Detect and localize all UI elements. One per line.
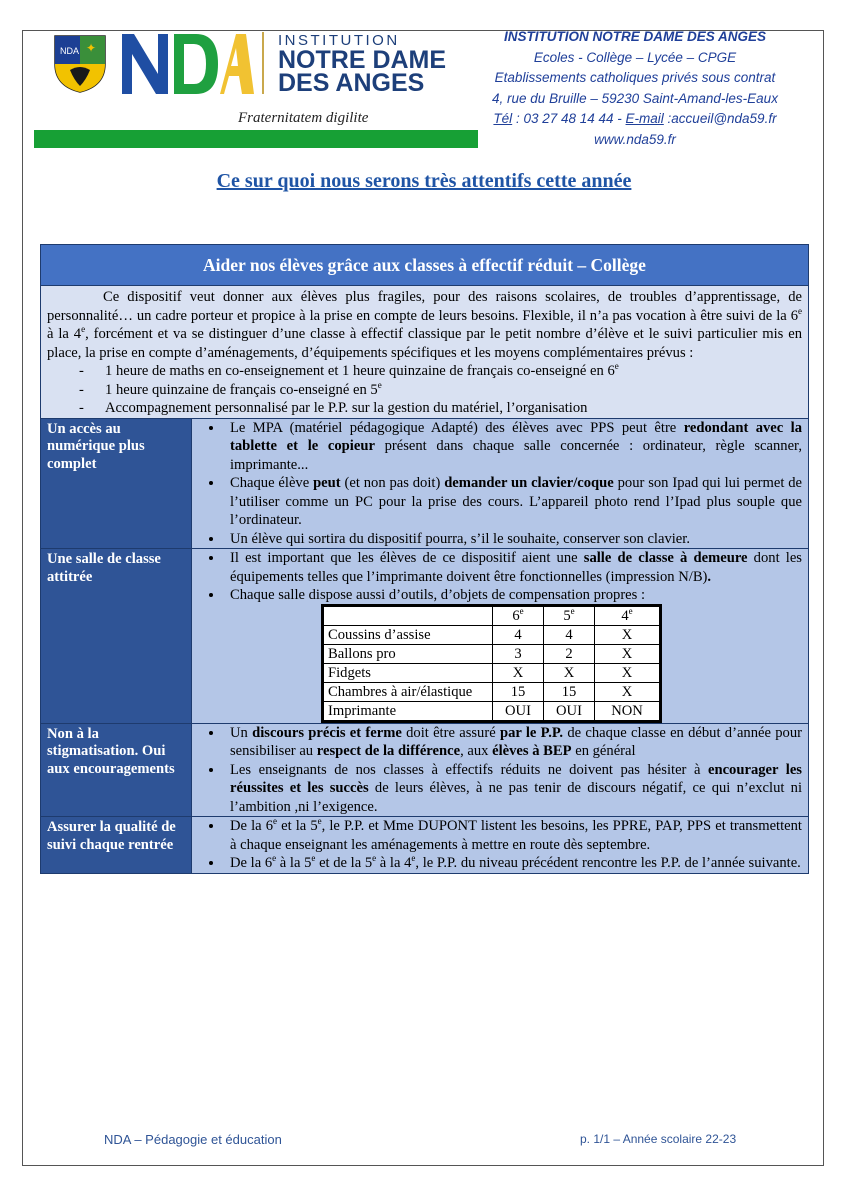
list-item: • Chaque salle dispose aussi d’outils, d’objets de compensation propres : [224,586,802,605]
phone-email-line [470,109,800,130]
row-label-numerique: Un accès au numérique plus complet [41,418,192,549]
row-label-stigmatisation: Non à la stigmatisation. Oui aux encouragements [41,723,192,817]
footer-left: NDA – Pédagogie et éducation [104,1132,282,1147]
website-link[interactable]: www.nda59.fr [594,131,676,147]
institution-name: INSTITUTION NOTRE DAME DES ANGES [503,29,766,44]
contact-block [470,27,800,150]
list-item: - 1 heure de maths en co-enseignement et 1 heure quinzaine de français co-enseigné en 6e [47,362,802,381]
table-row: Coussins d’assise 4 4 X [324,625,660,644]
page-title: Ce sur quoi nous serons très attentifs cette année [216,170,632,192]
row-content-suivi [192,817,809,874]
institution-wordmark [262,32,462,95]
email-address[interactable]: :accueil@nda59.fr [663,111,777,126]
list-item: • Les enseignants de nos classes à effectifs réduits ne doivent pas hésiter à encourager les réussites et les succès de leurs élèves, à ne pas tenir de discours négatif, ce qui n’exclut ni l’ambition ,ni l’exigence. [224,761,802,817]
institution-line1: INSTITUTION [278,32,400,49]
school-shield-logo [52,34,108,94]
equipment-table [323,606,660,721]
intro-list [47,362,802,418]
row-content-numerique [192,418,809,549]
address: 4, rue du Bruille – 59230 Saint-Amand-les-Eaux [492,90,778,106]
table-row: Ballons pro 3 2 X [324,644,660,663]
list-item: - Accompagnement personnalisé par le P.P. sur la gestion du matériel, l’organisation [47,399,802,418]
tel-label: Tél [493,111,513,126]
table-row: Chambres à air/élastique 15 15 X [324,682,660,701]
table-row: Fidgets X X X [324,663,660,682]
table-row: Imprimante OUI OUI NON [324,701,660,720]
list-item: • Un discours précis et ferme doit être assuré par le P.P. de chaque classe en début d’année pour sensibiliser au respect de la différence, aux élèves à BEP en général [224,724,802,761]
row-content-salle [192,549,809,724]
footer-page-info: p. 1/1 – Année scolaire 22-23 [580,1132,737,1146]
school-levels: Ecoles - Collège – Lycée – CPGE [533,49,737,65]
tel-number: : 03 27 48 14 44 - [512,111,626,126]
school-status: Etablissements catholiques privés sous contrat [494,70,776,85]
intro-paragraph: Ce dispositif veut donner aux élèves plus fragiles, pour des raisons scolaires, de troubles d’apprentissage, de personnalité… un cadre porteur et propice à la prise en compte de leurs besoins. Flexible, il n’a pas vocation à être suivi de la 6e à la 4e, forcément et va se distinguer d’une classe à effectif classique par le petit nombre d’élève et le suivi particulier mis en place, la prise en compte d’aménagements, d’équipements spécifiques et les moyens complémentaires prévus : [47,289,803,361]
list-item: • Il est important que les élèves de ce dispositif aient une salle de classe à demeure dont les équipements telles que l’imprimante doivent être fonctionnelles (impression N/B). [224,549,802,586]
intro-cell [41,286,809,419]
list-item: • Chaque élève peut (et non pas doit) demander un clavier/coque pour son Ipad qui lui permet de l’utiliser comme un PC pour la prise des cours. L’appareil photo rend l’Ipad plus souple que l’ordinateur. [224,474,802,530]
list-item: • De la 6e et la 5e, le P.P. et Mme DUPONT listent les besoins, les PPRE, PAP, PPS et transmettent à chaque enseignant les aménagements à mettre en route dès septembre. [224,817,802,854]
row-label-suivi: Assurer la qualité de suivi chaque rentrée [41,817,192,874]
institution-line3: DES ANGES [278,69,425,97]
institution-line2: NOTRE DAME [278,46,447,74]
green-divider [34,130,478,148]
list-item: - 1 heure quinzaine de français co-enseigné en 5e [47,381,802,400]
list-item: • De la 6e à la 5e et de la 5e à la 4e, le P.P. du niveau précédent rencontre les P.P. de l’année suivante. [224,854,802,873]
svg-text:✦: ✦ [86,41,97,55]
nda-logo [120,30,255,96]
list-item: • Un élève qui sortira du dispositif pourra, s’il le souhaite, conserver son clavier. [224,530,802,549]
list-item: • Le MPA (matériel pédagogique Adapté) des élèves avec PPS peut être redondant avec la tablette et le copieur présent dans chaque salle concernée : ordinateur, règle scanner, imprimante... [224,419,802,475]
main-table [40,244,809,874]
table-header-row: 6e 5e 4e [324,606,660,625]
motto: Fraternitatem digilite [238,110,369,126]
row-content-stigmatisation [192,723,809,817]
row-label-salle: Une salle de classe attitrée [41,549,192,724]
section-title: Aider nos élèves grâce aux classes à effectif réduit – Collège [41,245,809,286]
email-label[interactable]: E-mail [625,111,664,126]
shield-text: NDA [60,46,80,56]
